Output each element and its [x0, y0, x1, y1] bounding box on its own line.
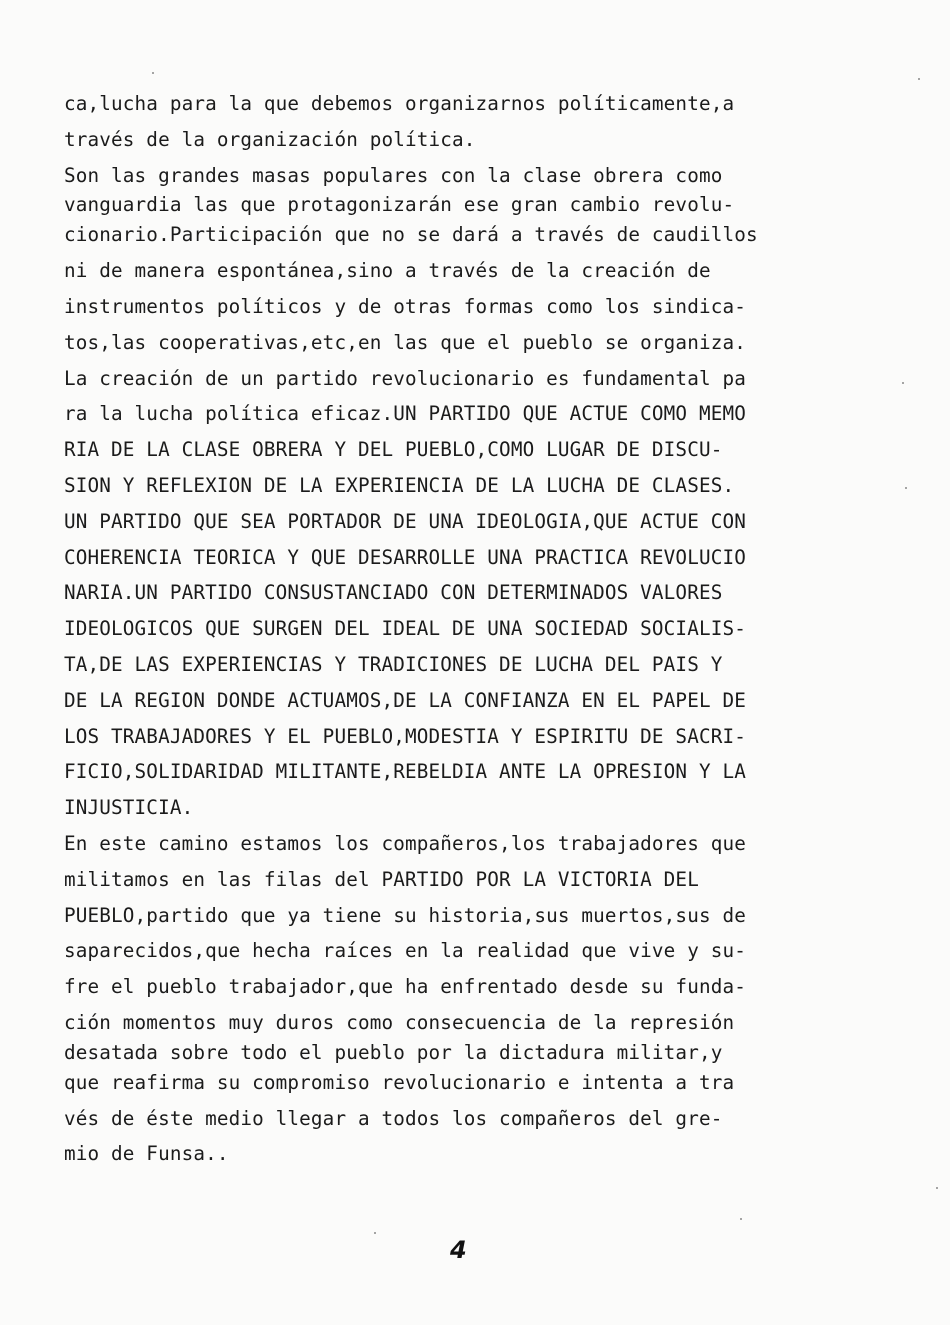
text-line: militamos en las filas del PARTIDO POR LA VICTORIA DEL — [64, 867, 699, 891]
text-line: través de la organización política. — [64, 127, 476, 151]
text-line: fre el pueblo trabajador,que ha enfrentado desde su funda- — [64, 975, 746, 999]
text-line: desatada sobre todo el pueblo por la dictadura militar,y — [64, 1040, 723, 1064]
page-number: 4 — [450, 1236, 467, 1264]
scan-speck — [374, 1232, 376, 1234]
text-line: Son las grandes masas populares con la clase obrera como — [64, 163, 723, 187]
text-line: SION Y REFLEXION DE LA EXPERIENCIA DE LA LUCHA DE CLASES. — [64, 473, 735, 497]
scan-speck — [902, 382, 904, 384]
text-line: En este camino estamos los compañeros,los trabajadores que — [64, 831, 746, 855]
scan-speck — [918, 78, 920, 80]
body-text — [64, 86, 904, 1172]
text-line: PUEBLO,partido que ya tiene su historia,sus muertos,sus de — [64, 903, 746, 927]
text-line: ca,lucha para la que debemos organizarnos políticamente,a — [64, 92, 735, 115]
text-line: vés de éste medio llegar a todos los compañeros del gre- — [64, 1106, 723, 1130]
text-line: IDEOLOGICOS QUE SURGEN DEL IDEAL DE UNA SOCIEDAD SOCIALIS- — [64, 617, 746, 641]
text-line: NARIA.UN PARTIDO CONSUSTANCIADO CON DETERMINADOS VALORES — [64, 581, 723, 605]
scan-speck — [905, 487, 907, 489]
text-line: tos,las cooperativas,etc,en las que el pueblo se organiza. — [64, 330, 746, 354]
text-line: saparecidos,que hecha raíces en la realidad que vive y su- — [64, 939, 746, 963]
scan-speck — [152, 72, 154, 74]
text-line: DE LA REGION DONDE ACTUAMOS,DE LA CONFIANZA EN EL PAPEL DE — [64, 688, 746, 712]
text-line: TA,DE LAS EXPERIENCIAS Y TRADICIONES DE LUCHA DEL PAIS Y — [64, 652, 723, 676]
scan-speck — [936, 1187, 938, 1189]
text-line: LOS TRABAJADORES Y EL PUEBLO,MODESTIA Y ESPIRITU DE SACRI- — [64, 724, 746, 748]
text-line: La creación de un partido revolucionario es fundamental pa — [64, 366, 746, 390]
text-line: instrumentos políticos y de otras formas como los sindica- — [64, 294, 746, 318]
text-line: cionario.Participación que no se dará a través de caudillos — [64, 223, 758, 247]
text-line: UN PARTIDO QUE SEA PORTADOR DE UNA IDEOLOGIA,QUE ACTUE CON — [64, 509, 746, 533]
text-line: ra la lucha política eficaz.UN PARTIDO QUE ACTUE COMO MEMO — [64, 402, 746, 426]
text-line: vanguardia las que protagonizarán ese gran cambio revolu- — [64, 193, 735, 217]
text-line: mio de Funsa.. — [64, 1142, 229, 1166]
text-line: COHERENCIA TEORICA Y QUE DESARROLLE UNA PRACTICA REVOLUCIO — [64, 545, 746, 569]
text-line: que reafirma su compromiso revolucionario e intenta a tra — [64, 1070, 735, 1094]
scan-speck — [740, 1218, 742, 1220]
text-line: RIA DE LA CLASE OBRERA Y DEL PUEBLO,COMO LUGAR DE DISCU- — [64, 438, 723, 462]
text-line: ni de manera espontánea,sino a través de la creación de — [64, 259, 711, 283]
text-line: ción momentos muy duros como consecuencia de la represión — [64, 1010, 735, 1034]
text-line: INJUSTICIA. — [64, 796, 194, 820]
text-line: FICIO,SOLIDARIDAD MILITANTE,REBELDIA ANTE LA OPRESION Y LA — [64, 760, 746, 784]
